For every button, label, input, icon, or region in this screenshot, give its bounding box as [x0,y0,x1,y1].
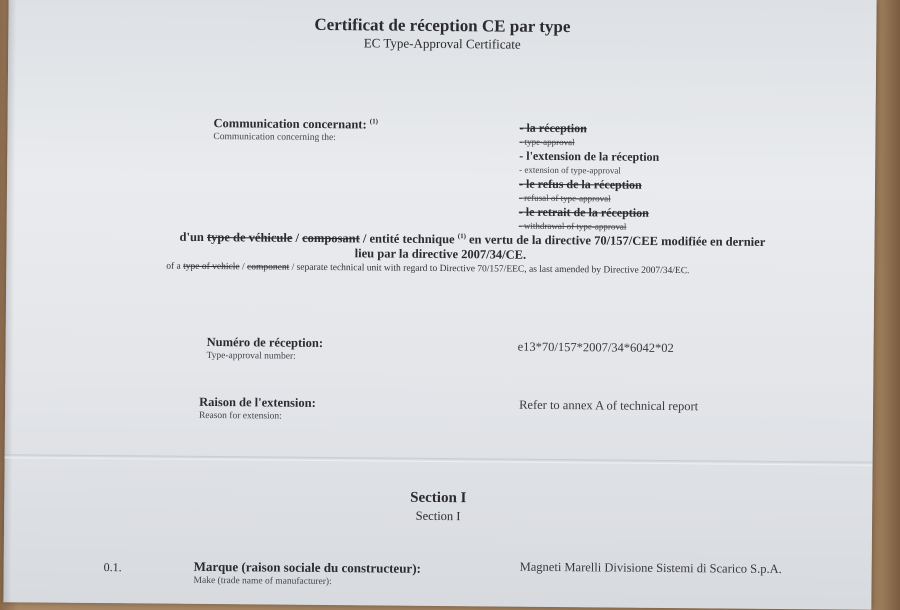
tech-rest: en vertu de la directive 70/157/CEE modifiée en dernier [468,232,766,249]
tech-en-vehicle: type of vehicle [183,261,240,273]
section-subtitle: Section I [415,508,461,524]
tech-en-component: component [246,262,290,273]
extension-reason-value: Refer to annex A of technical report [519,397,699,414]
communication-label-text: Communication concernant: [213,116,367,132]
communication-label-en: Communication concerning the: [213,132,336,144]
tech-component: composant [302,230,360,246]
tech-vehicle: type de véhicule [206,230,293,245]
make-label-en: Make (trade name of manufacturer): [193,575,332,588]
option-approval-fr: - la réception [519,120,587,136]
option-withdrawal-en: - withdrawal of type-approval [518,220,627,232]
technical-unit-line-2: lieu par la directive 2007/34/CE. [354,246,527,262]
option-extension-en: - extension of type-approval [519,164,621,176]
option-withdrawal-fr: - le retrait de la réception [518,204,649,220]
approval-number-value: e13*70/157*2007/34*6042*02 [517,339,674,356]
extension-reason-label: Raison de l'extension: [199,394,316,410]
tech-unit: / entité technique [362,231,455,247]
approval-number-label: Numéro de réception: [206,334,324,350]
tech-en-slash: / [241,262,245,273]
footnote-marker: (1) [369,117,379,126]
section-title: Section I [410,489,467,507]
option-extension-fr: - l'extension de la réception [519,148,660,164]
certificate-title: Certificat de réception CE par type [314,14,571,37]
tech-prefix: d'un [179,229,204,245]
option-approval-en: - type-approval [519,136,575,148]
certificate-subtitle: EC Type-Approval Certificate [363,35,521,52]
tech-slash: / [295,230,300,245]
tech-footnote: (1) [457,232,466,241]
item-number: 0.1. [103,560,122,575]
extension-reason-label-en: Reason for extension: [198,410,282,422]
option-refusal-fr: - le refus de la réception [518,176,642,192]
communication-label [213,116,378,133]
certificate-page [3,0,876,610]
technical-unit-en [166,262,689,277]
option-refusal-en: - refusal of type-approval [518,192,611,204]
tech-en-rest: / separate technical unit with regard to Directive 70/157/EEC, as last amended by Directive 2007/34/EC. [291,262,690,277]
tech-en-prefix: of a [166,261,181,272]
approval-number-label-en: Type-approval number: [206,350,296,362]
paper-fold-horizontal [5,454,873,466]
make-label: Marque (raison sociale du constructeur): [193,558,421,576]
make-value: Magneti Marelli Divisione Sistemi di Scarico S.p.A. [519,559,782,576]
